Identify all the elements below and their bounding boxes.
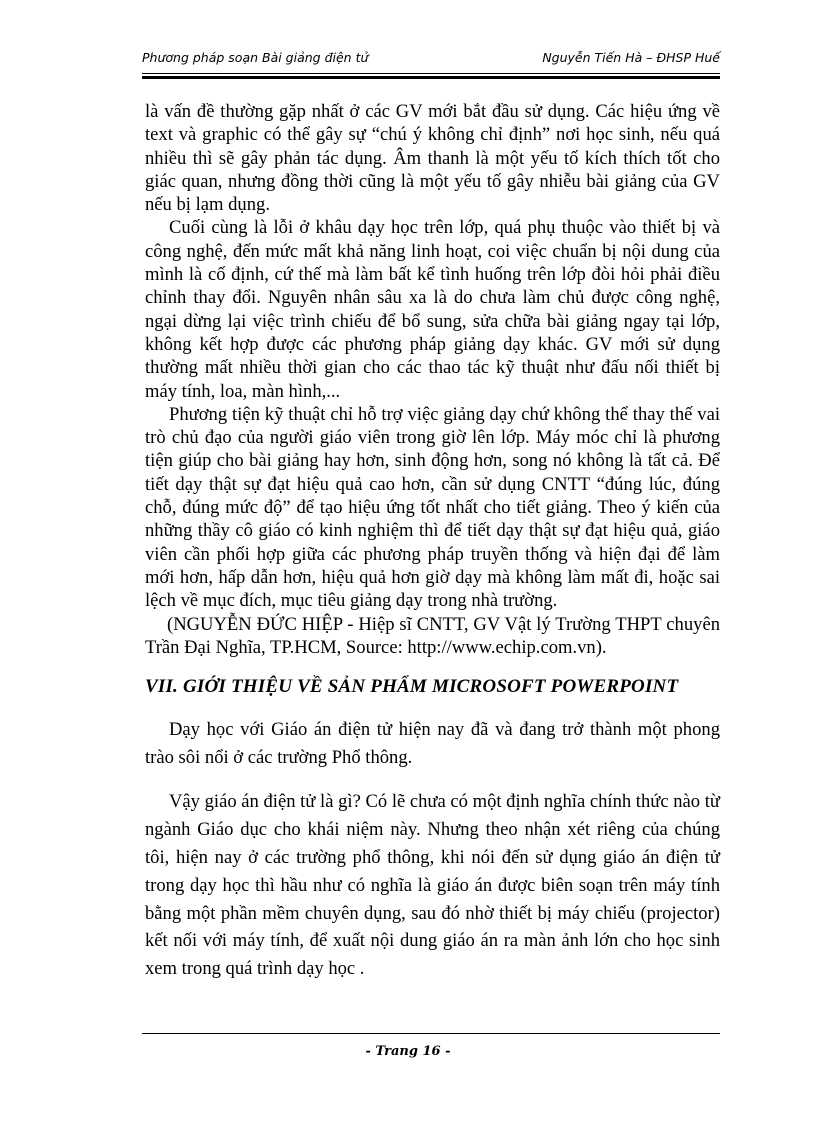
section-paragraph: Dạy học với Giáo án điện tử hiện nay đã và đang trở thành một phong trào sôi nổi ở các trường Phổ thông. (145, 719, 720, 768)
section-paragraph: Vậy giáo án điện tử là gì? Có lẽ chưa có một định nghĩa chính thức nào từ ngành Giáo dục cho khái niệm này. Nhưng theo nhận xét riêng của chúng tôi, hiện nay ở các trường phổ thông, khi nói đến sử dụng giáo án điện tử trong dạy học thì hầu như có nghĩa là giáo án được biên soạn trên máy tính bằng một phần mềm chuyên dụng, sau đó nhờ thiết bị máy chiếu (projector) kết nối với máy tính, để xuất nội dung giáo án ra màn ảnh lớn cho học sinh xem trong quá trình dạy học . (145, 791, 720, 980)
page-header (142, 50, 720, 72)
header-document-title: Phương pháp soạn Bài giảng điện tử (142, 50, 369, 65)
citation-paragraph: (NGUYỄN ĐỨC HIỆP - Hiệp sĩ CNTT, GV Vật lý Trường THPT chuyên Trần Đại Nghĩa, TP.HCM, Source: http://www.echip.com.vn). (145, 613, 720, 658)
page-number: - Trang 16 - (365, 1044, 451, 1059)
body-paragraph: Cuối cùng là lỗi ở khâu dạy học trên lớp, quá phụ thuộc vào thiết bị và công nghệ, đến mức mất khả năng linh hoạt, coi việc chuẩn bị nội dung của mình là cố định, cứ thế mà làm bất kể tình huống trên lớp đòi hỏi phải điều chỉnh thay đổi. Nguyên nhân sâu xa là do chưa làm chủ được công nghệ, ngại dừng lại việc trình chiếu để bổ sung, sửa chữa bài giảng ngay tại lớp, không kết hợp được các phương pháp giảng dạy khác. GV mới sử dụng thường mất nhiều thời gian cho các thao tác kỹ thuật như đấu nối thiết bị máy tính, loa, màn hình,... (145, 217, 720, 402)
body-paragraph: Phương tiện kỹ thuật chỉ hỗ trợ việc giảng dạy chứ không thể thay thế vai trò chủ đạo của người giáo viên trong giờ lên lớp. Máy móc chỉ là phương tiện giúp cho bài giảng hay hơn, sinh động hơn, song nó không là tất cả. Để tiết dạy thật sự đạt hiệu quả cao hơn, cần sử dụng CNTT “đúng lúc, đúng chỗ, đúng mức độ” để tạo hiệu ứng tốt nhất cho tiết giảng. Theo ý kiến của những thầy cô giáo có kinh nghiệm thì để tiết dạy thật sự đạt hiệu quả, giáo viên cần phối hợp giữa các phương pháp truyền thống và hiện đại để làm mới hơn, hấp dẫn hơn, hiệu quả hơn giờ dạy mà không làm mất đi, hoặc sai lệch về mục đích, mục tiêu giảng dạy trong nhà trường. (145, 403, 720, 612)
body-paragraph: là vấn đề thường gặp nhất ở các GV mới bắt đầu sử dụng. Các hiệu ứng về text và graphic có thể gây sự “chú ý không chỉ định” nơi học sinh, nếu quá nhiều thì sẽ gây phản tác dụng. Âm thanh là một yếu tố kích thích tốt cho giác quan, nhưng đồng thời cũng là một yếu tố gây nhiễu bài giảng của GV nếu bị lạm dụng. (145, 101, 720, 216)
section-heading: VII. GIỚI THIỆU VỀ SẢN PHẨM MICROSOFT POWERPOINT (145, 676, 679, 698)
footer-divider (142, 1033, 720, 1034)
header-author: Nguyễn Tiến Hà – ĐHSP Huế (542, 50, 720, 65)
header-divider-thin (142, 73, 720, 74)
page-body (145, 100, 720, 983)
header-divider-thick (142, 76, 720, 79)
